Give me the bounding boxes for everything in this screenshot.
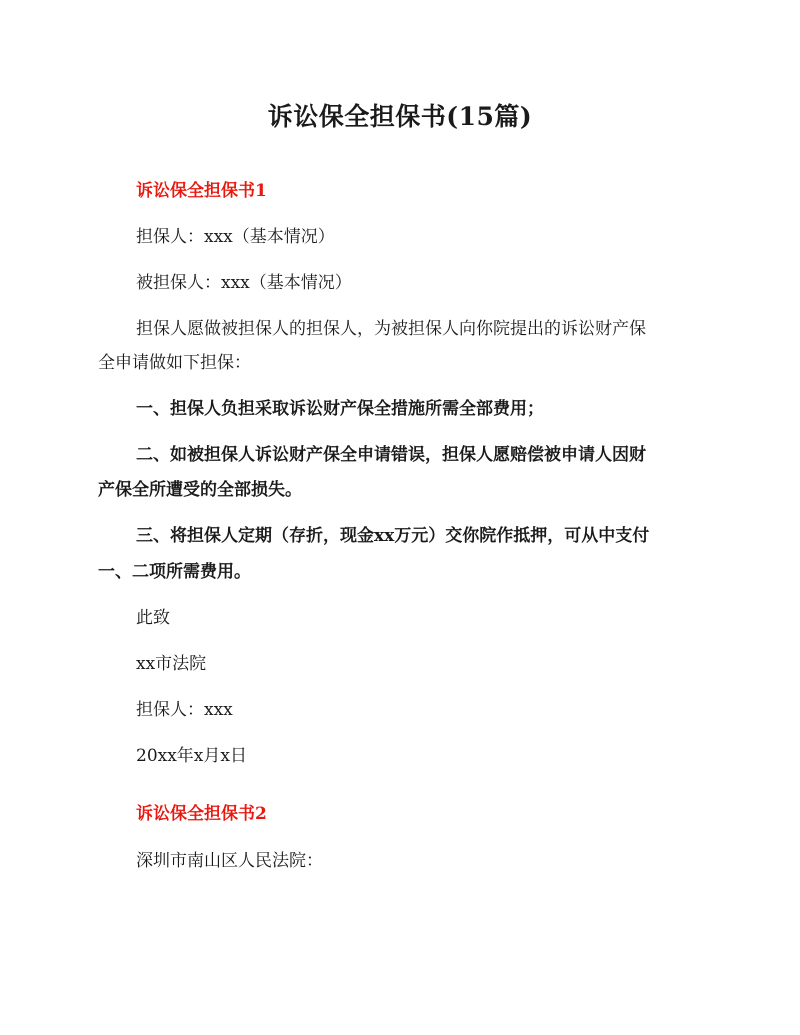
court-name: xx市法院 <box>136 654 207 674</box>
clause-1: 一、担保人负担采取诉讼财产保全措施所需全部费用； <box>136 399 544 419</box>
section-1-heading: 诉讼保全担保书1 <box>136 181 267 201</box>
clause-3-line-1: 三、将担保人定期（存折，现金xx万元）交你院作抵押，可从中支付 <box>136 526 650 546</box>
date-line: 20xx年x月x日 <box>136 746 247 766</box>
section-2-addressee: 深圳市南山区人民法院： <box>136 851 323 871</box>
clause-2-line-1: 二、如被担保人诉讼财产保全申请错误，担保人愿赔偿被申请人因财 <box>136 445 646 465</box>
closing-salutation: 此致 <box>136 608 170 628</box>
section-2-heading: 诉讼保全担保书2 <box>136 804 267 824</box>
guaranteed-party-line: 被担保人：xxx（基本情况） <box>136 273 352 293</box>
intro-paragraph-line-1: 担保人愿做被担保人的担保人，为被担保人向你院提出的诉讼财产保 <box>136 319 646 339</box>
signature-line: 担保人：xxx <box>136 700 233 720</box>
intro-paragraph-line-2: 全申请做如下担保： <box>98 353 251 373</box>
clause-2-line-2: 产保全所遭受的全部损失。 <box>98 480 302 500</box>
guarantor-line: 担保人：xxx（基本情况） <box>136 227 335 247</box>
document-title: 诉讼保全担保书(15篇) <box>267 102 533 131</box>
clause-3-line-2: 一、二项所需费用。 <box>98 562 251 582</box>
